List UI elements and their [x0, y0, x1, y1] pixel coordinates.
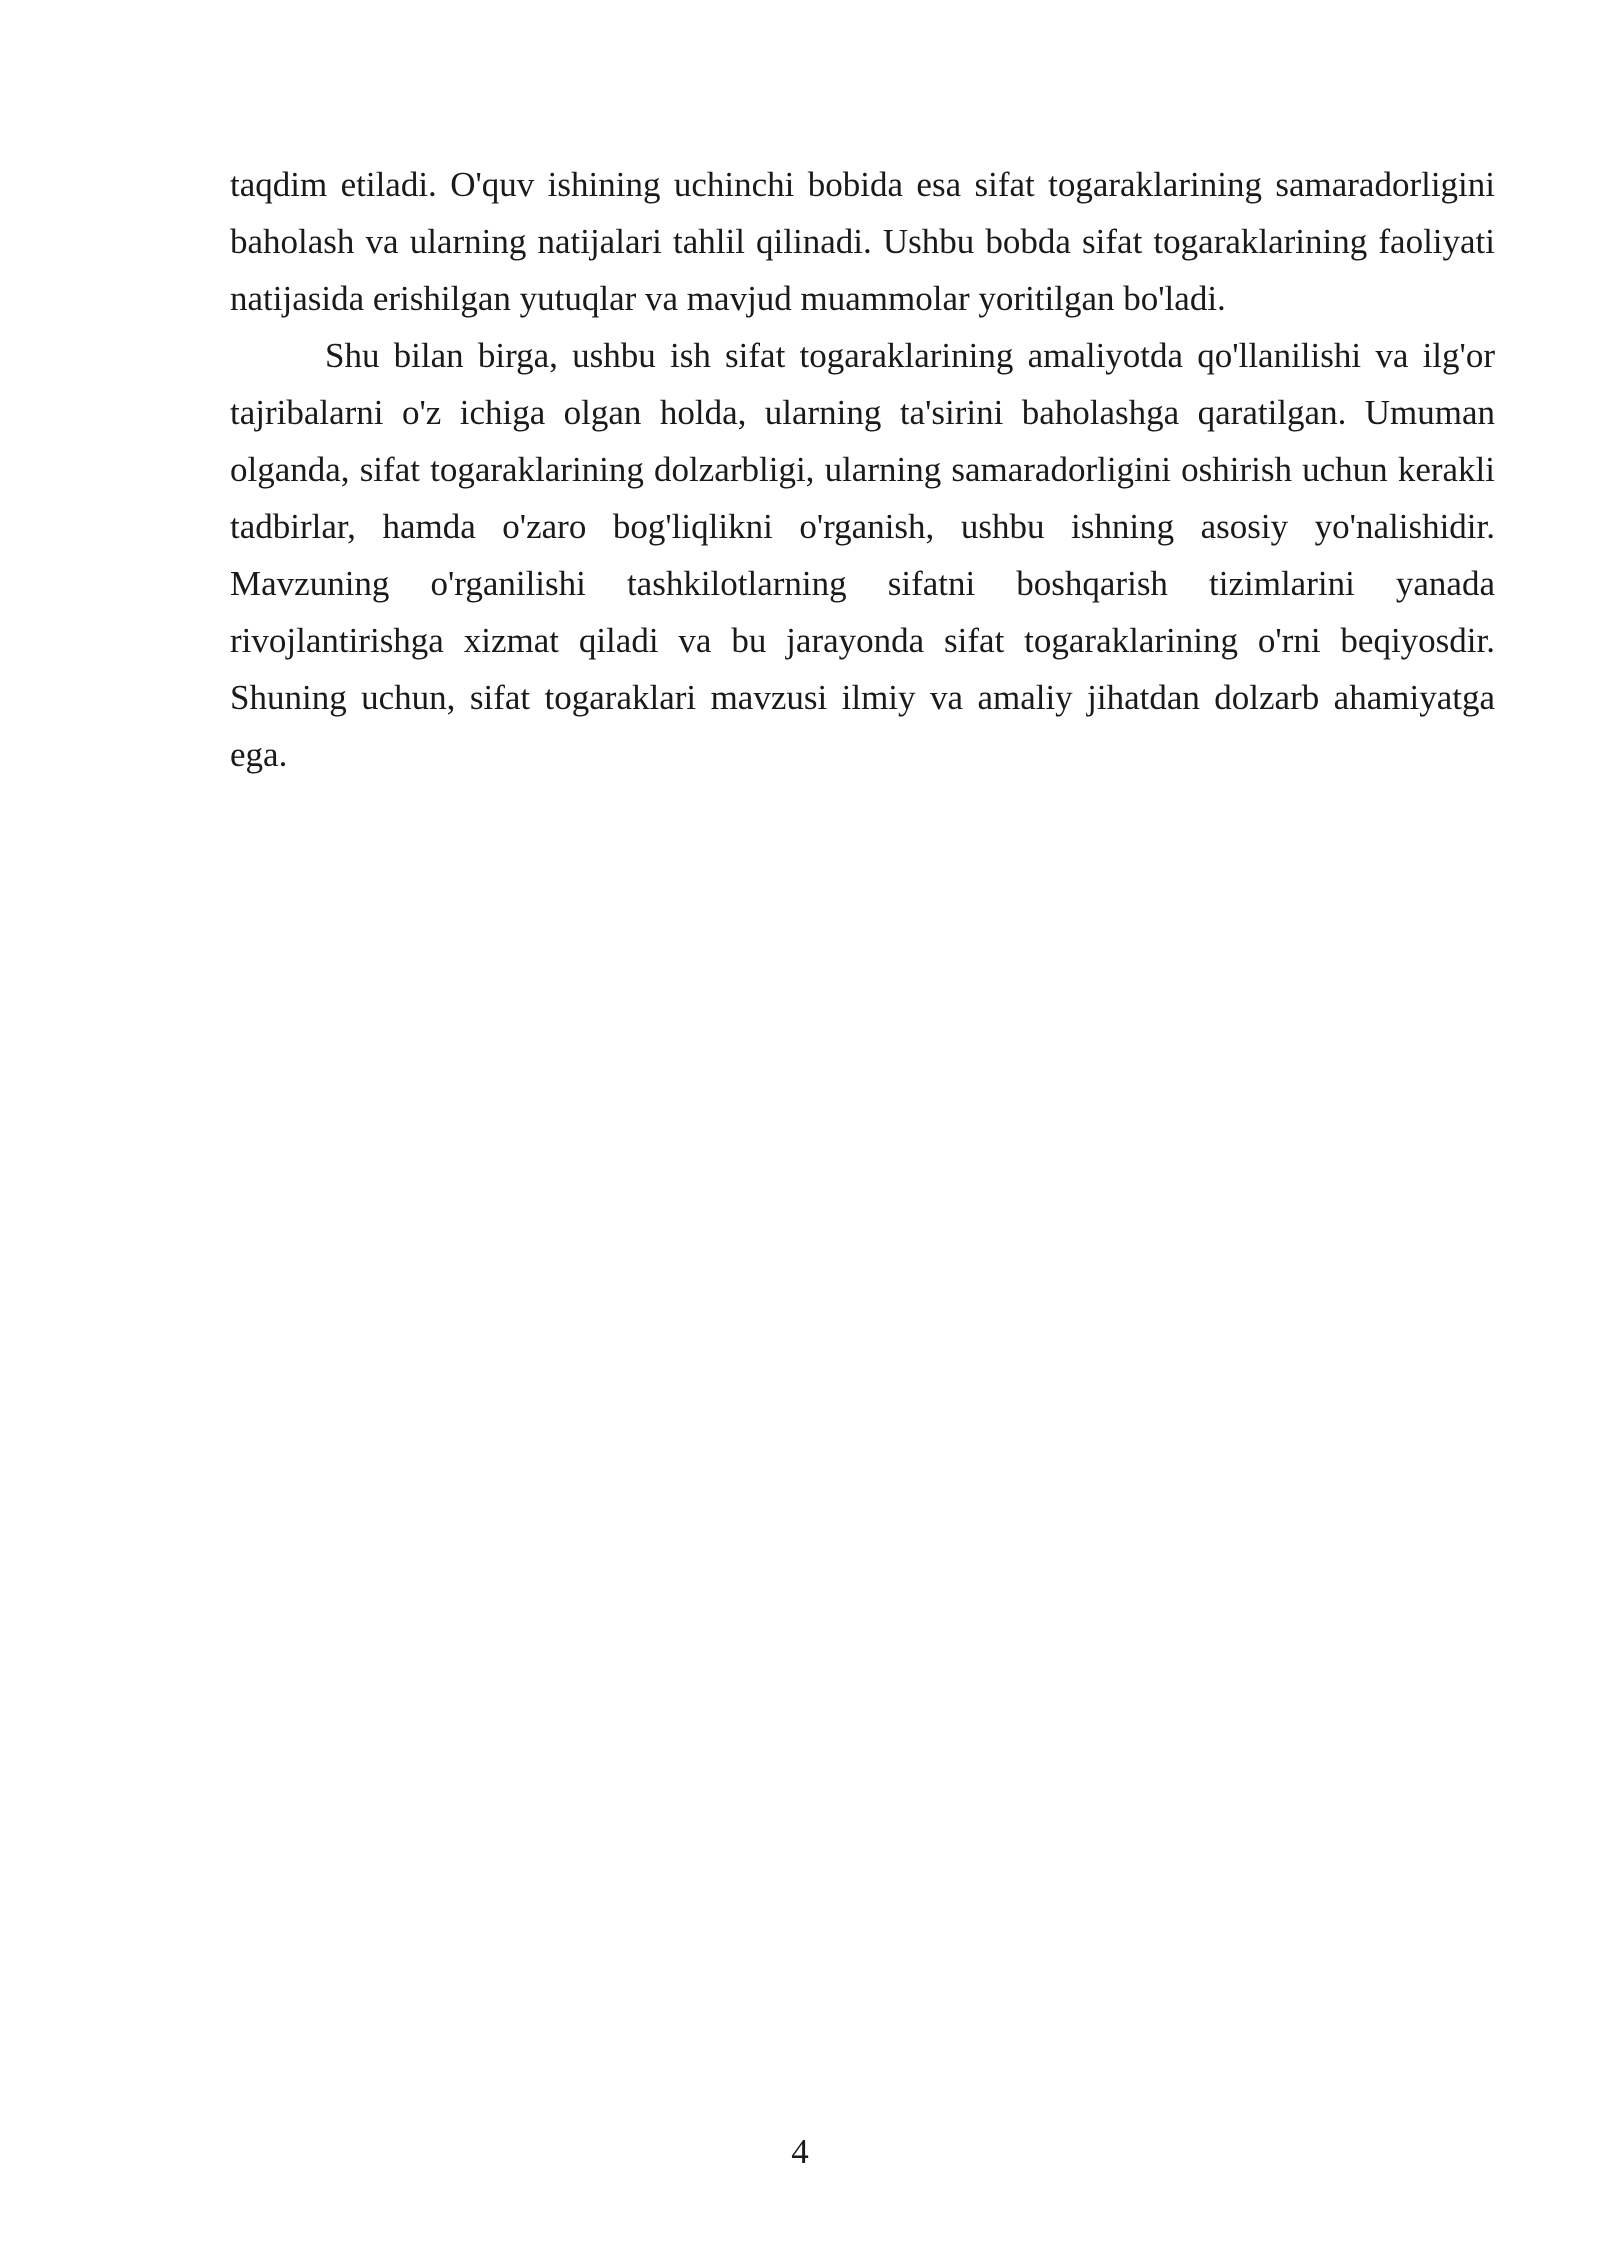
body-text — [230, 156, 1495, 783]
paragraph-continued: taqdim etiladi. O'quv ishining uchinchi bobida esa sifat togaraklarining samaradorligini baholash va ularning natijalari tahlil qilinadi. Ushbu bobda sifat togaraklarining faoliyati natijasida erishilgan yutuqlar va mavjud muammolar yoritilgan bo'ladi. — [230, 165, 1495, 318]
paragraph: Shu bilan birga, ushbu ish sifat togaraklarining amaliyotda qo'llanilishi va ilg'or tajribalarni o'z ichiga olgan holda, ularning ta'sirini baholashga qaratilgan. Umuman olganda, sifat togaraklarining dolzarbligi, ularning samaradorligini oshirish uchun kerakli tadbirlar, hamda o'zaro bog'liqlikni o'rganish, ushbu ishning asosiy yo'nalishidir. Mavzuning o'rganilishi tashkilotlarning sifatni boshqarish tizimlarini yanada rivojlantirishga xizmat qiladi va bu jarayonda sifat togaraklarining o'rni beqiyosdir. Shuning uchun, sifat togaraklari mavzusi ilmiy va amaliy jihatdan dolzarb ahamiyatga ega. — [230, 336, 1495, 774]
page-number: 4 — [791, 2132, 809, 2171]
